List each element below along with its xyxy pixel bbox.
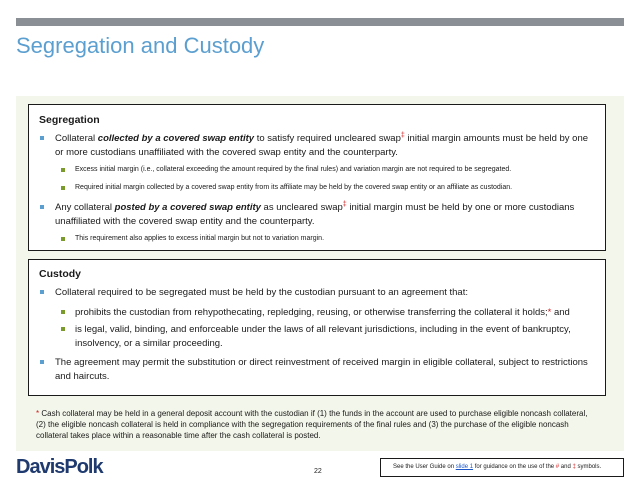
double-dagger-symbol: ‡ bbox=[572, 464, 576, 470]
double-dagger-mark: ‡ bbox=[400, 131, 405, 139]
list-item bbox=[39, 201, 595, 228]
sub-item-text: is legal, valid, binding, and enforceable under the laws of all relevant jurisdictions, including in the event of bankruptcy, insolvency, or a similar proceeding. bbox=[75, 324, 571, 349]
guide-text: and bbox=[559, 464, 573, 470]
sub-bullet-icon bbox=[61, 327, 65, 331]
list-item bbox=[39, 132, 595, 159]
sub-item-text: prohibits the custodian from rehypothecating, repledging, reusing, or otherwise transferring the collateral it holds; bbox=[75, 306, 548, 318]
user-guide-note bbox=[380, 458, 624, 477]
guide-text: symbols. bbox=[575, 464, 602, 470]
item-text: Collateral bbox=[55, 133, 98, 144]
footnote bbox=[36, 408, 596, 441]
list-item bbox=[39, 286, 595, 300]
sub-item-text: and bbox=[551, 306, 570, 318]
bullet-icon bbox=[40, 360, 44, 364]
davis-polk-logo: DavisPolk bbox=[16, 456, 103, 478]
bullet-icon bbox=[40, 290, 44, 294]
sub-bullet-icon bbox=[61, 237, 65, 241]
slide-1-link[interactable]: slide 1 bbox=[455, 464, 474, 470]
footnote-text: Cash collateral may be held in a general deposit account with the custodian if (1) the funds in the account are used to purchase eligible noncash collateral, (2) the eligible noncash collateral is held in compliance with the segregation requirements of the final rules and (3) the purchase of the eligible noncash collateral takes place within a reasonable time after the cash collateral is posted. bbox=[36, 409, 588, 440]
guide-text: See the User Guide on bbox=[393, 464, 456, 470]
item-text: as uncleared swap bbox=[260, 202, 343, 213]
sub-item-text: This requirement also applies to excess initial margin but not to variation margin. bbox=[75, 235, 325, 242]
custody-heading: Custody bbox=[39, 268, 81, 280]
item-text: The agreement may permit the substitution or direct reinvestment of received margin in eligible collateral, subject to restrictions and haircuts. bbox=[55, 357, 588, 382]
segregation-heading: Segregation bbox=[39, 114, 100, 126]
item-text: Any collateral bbox=[55, 202, 115, 213]
sub-item-text: Excess initial margin (i.e., collateral exceeding the amount required by the final rules) and variation margin are not required to be segregated. bbox=[75, 166, 512, 173]
page-number: 22 bbox=[314, 468, 322, 475]
hash-symbol: # bbox=[555, 464, 560, 470]
custody-box bbox=[28, 259, 606, 396]
top-divider-bar bbox=[16, 18, 624, 26]
sub-bullet-icon bbox=[61, 310, 65, 314]
item-emphasis: posted by a covered swap entity bbox=[114, 202, 261, 213]
guide-text: for guidance on the use of the bbox=[473, 464, 556, 470]
footnote-asterisk: * bbox=[36, 409, 40, 418]
item-text: to satisfy required uncleared swap bbox=[254, 133, 401, 144]
sub-list-item bbox=[39, 323, 595, 350]
sub-bullet-icon bbox=[61, 186, 65, 190]
bullet-icon bbox=[40, 205, 44, 209]
asterisk-mark: * bbox=[547, 306, 552, 318]
list-item bbox=[39, 356, 595, 383]
sub-list-item bbox=[39, 234, 595, 244]
sub-item-text: Required initial margin collected by a covered swap entity from its affiliate may be held by the covered swap entity or an affiliate as custodian. bbox=[75, 184, 513, 191]
item-text: initial margin must be held by one or more custodians unaffiliated with the covered swap entity and the counterparty. bbox=[55, 202, 575, 227]
sub-list-item bbox=[39, 306, 595, 320]
slide-title: Segregation and Custody bbox=[16, 33, 265, 58]
sub-list-item bbox=[39, 183, 595, 193]
double-dagger-mark: ‡ bbox=[342, 200, 347, 208]
item-emphasis: collected by a covered swap entity bbox=[97, 133, 255, 144]
item-text: initial margin amounts must be held by one or more custodians unaffiliated with the covered swap entity and the counterparty. bbox=[55, 133, 589, 158]
segregation-box bbox=[28, 104, 606, 251]
item-text: Collateral required to be segregated must be held by the custodian pursuant to an agreement that: bbox=[55, 287, 468, 298]
sub-bullet-icon bbox=[61, 168, 65, 172]
bullet-icon bbox=[40, 136, 44, 140]
sub-list-item bbox=[39, 165, 595, 175]
